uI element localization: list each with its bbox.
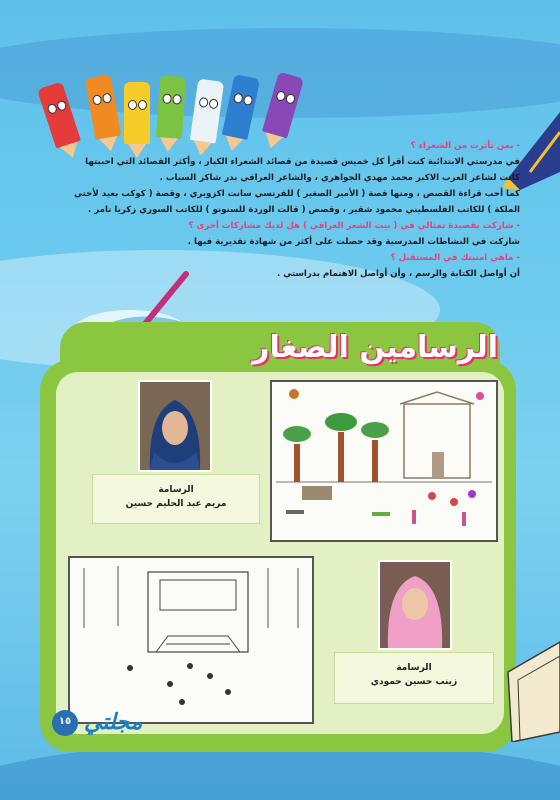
qa-answer-line: كما أحب قراءة القصص ، ومنها قصة ( الأمير الصغير ) للفرنسي سانت اكزوبري ، وقصة ( كوكب بعيد لأختي	[73, 189, 520, 199]
artist1-name: مريم عبد الحليم حسين	[125, 499, 227, 509]
artist1-photo	[138, 380, 212, 472]
pencil-yellow-icon	[124, 82, 150, 144]
artist2-role: الرسامة	[396, 663, 432, 673]
artist1-drawing	[270, 380, 498, 542]
notebook-icon	[498, 632, 560, 742]
section-title: الرسامين الصغار	[252, 330, 498, 365]
page-number: ١٥	[58, 716, 72, 727]
artist1-role: الرسامة	[158, 485, 194, 495]
qa-answer-line: شاركت في النشاطات المدرسية وقد حصلت على أكثر من شهادة تقديرية فيها .	[187, 237, 520, 247]
qa-answer-line: الملكة ) للكاتب الفلسطيني محمود شقير ، وقصص ( قالت الوردة للسنونو ) للكاتب السوري زكريا تامر .	[88, 205, 520, 215]
pencil-green-icon	[156, 75, 186, 139]
magazine-logo: مجلتي	[84, 710, 143, 735]
artist2-photo	[378, 560, 452, 650]
artist2-namecard	[334, 652, 494, 704]
qa-answer-line: أن أواصل الكتابة والرسم ، وأن أواصل الاهتمام بدراستي .	[276, 269, 520, 279]
qa-question-2: - شاركت بقصيدة تمثالي في ( بيت الشعر العراقي ) هل لديك مشاركات أخرى ؟	[188, 221, 520, 231]
artist2-name: زينب حسين حمودي	[370, 677, 458, 687]
qa-answer-line: كانت لشاعر العرب الاكبر محمد مهدي الجواهري ، والشاعر العراقي بدر شاكر السياب .	[159, 173, 520, 183]
qa-question-1: - بمن تأثرت من الشعراء ؟	[410, 141, 520, 151]
artist1-namecard	[92, 474, 260, 524]
qa-question-3: - ماهي امنيتك في المستقبل ؟	[390, 253, 520, 263]
artist2-drawing	[68, 556, 314, 724]
qa-answer-line: في مدرستي الابتدائية كنت أقرأ كل خميس قصيدة من قصائد الشعراء الكبار ، وأكثر القصائد التي احببتها	[85, 157, 520, 167]
